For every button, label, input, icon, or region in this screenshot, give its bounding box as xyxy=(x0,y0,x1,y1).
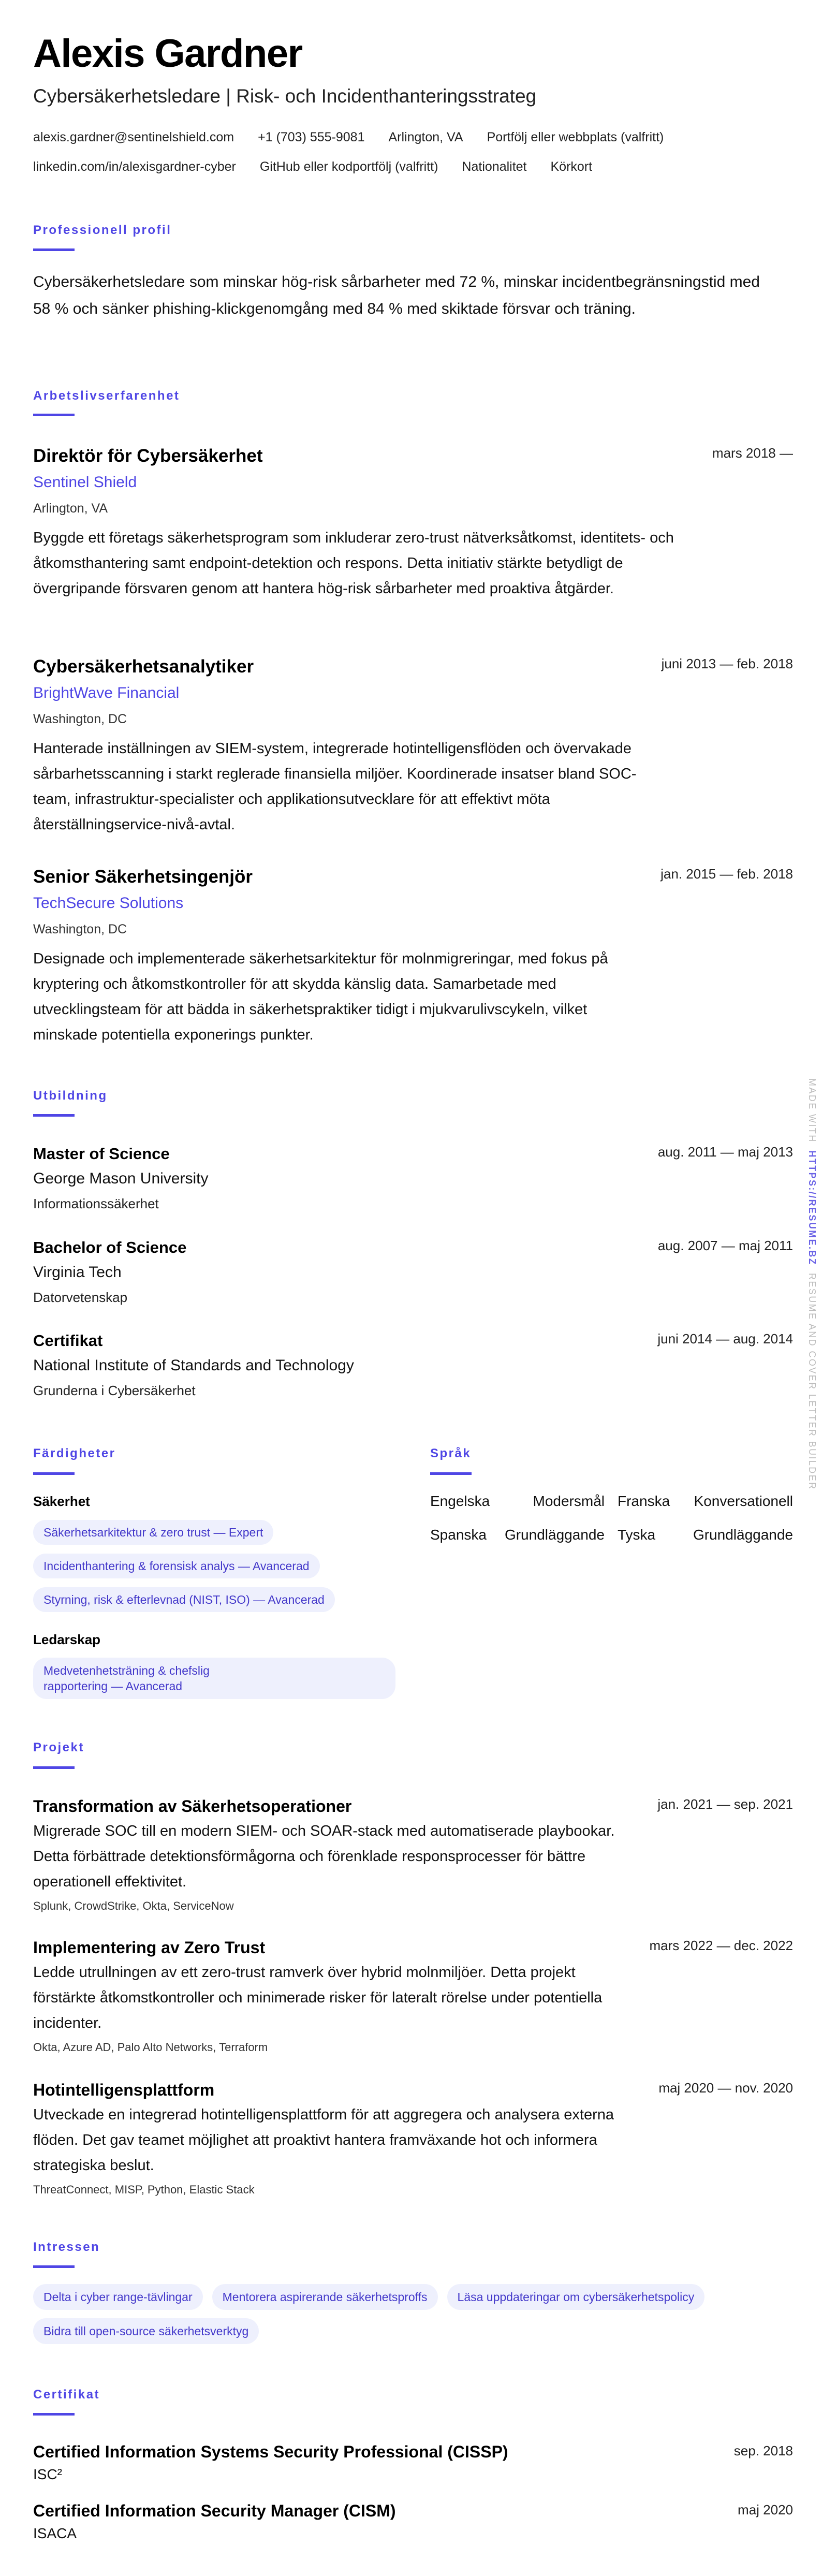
contact-linkedin[interactable]: linkedin.com/in/alexisgardner-cyber xyxy=(33,159,236,174)
skill-chip-list xyxy=(33,1520,335,1612)
project-date: maj 2020 — nov. 2020 xyxy=(658,2080,793,2096)
watermark-link[interactable]: HTTPS://RESUME.BZ xyxy=(807,1150,817,1266)
education-date: juni 2014 — aug. 2014 xyxy=(657,1331,793,1346)
language-name: Franska xyxy=(618,1493,670,1509)
contact-email[interactable]: alexis.gardner@sentinelshield.com xyxy=(33,130,234,144)
job-company: Sentinel Shield xyxy=(33,474,137,491)
job-description: Byggde ett företags säkerhetsprogram som inkluderar zero-trust nätverksåtkomst, identitets- och åtkomsthantering samt endpoint-detektion och respons. Detta initiativ stärkte betydligt de övergripande försvaren genom att hantera hög-risk sårbarheter med proaktiva åtgärder. xyxy=(33,530,674,597)
certification-title: Certified Information Systems Security Professional (CISSP) xyxy=(33,2442,508,2461)
job-description: Hanterade inställningen av SIEM-system, integrerade hotintelligensflöden och övervakade sårbarhetsscanning i starkt reglerade finansiella miljöer. Koordinerade insatser bland SOC-team, infrastruktur-specialister och applikationsutvecklare för att effektivt möta återställningservice-nivå-avtal. xyxy=(33,740,637,833)
skill-chip: Säkerhetsarkitektur & zero trust — Expert xyxy=(33,1520,273,1545)
section-divider xyxy=(33,2265,75,2268)
certification-issuer: ISACA xyxy=(33,2525,77,2541)
interest-chip: Bidra till open-source säkerhetsverktyg xyxy=(33,2318,259,2344)
section-divider xyxy=(33,414,75,416)
section-divider xyxy=(430,1472,472,1475)
project-tech: ThreatConnect, MISP, Python, Elastic Stack xyxy=(33,2183,255,2196)
language-level: Grundläggande xyxy=(693,1527,793,1543)
contact-portfolio[interactable]: Portfölj eller webbplats (valfritt) xyxy=(487,130,664,144)
candidate-headline: Cybersäkerhetsledare | Risk- och Incidenthanteringsstrateg xyxy=(33,85,537,107)
watermark xyxy=(806,1078,817,1490)
watermark-suffix: RESUME AND COVER LETTER BUILDER xyxy=(807,1273,817,1490)
certification-title: Certified Information Security Manager (CISM) xyxy=(33,2501,396,2520)
skill-chip: Styrning, risk & efterlevnad (NIST, ISO) — Avancerad xyxy=(33,1587,335,1612)
certification-item xyxy=(33,2499,793,2545)
language-item xyxy=(618,1526,793,1544)
project-date: mars 2022 — dec. 2022 xyxy=(649,1938,793,1953)
project-date: jan. 2021 — sep. 2021 xyxy=(657,1796,793,1812)
experience-item xyxy=(33,863,793,1048)
education-item xyxy=(33,1141,793,1216)
language-item xyxy=(430,1492,605,1510)
section-heading-skills: Färdigheter xyxy=(33,1446,116,1460)
section-divider xyxy=(33,1472,75,1475)
project-item xyxy=(33,1935,793,2057)
language-item xyxy=(618,1492,793,1510)
language-name: Spanska xyxy=(430,1527,487,1543)
job-title: Direktör för Cybersäkerhet xyxy=(33,446,263,466)
certification-issuer: ISC² xyxy=(33,2466,62,2482)
contact-phone[interactable]: +1 (703) 555-9081 xyxy=(258,130,365,144)
language-level: Konversationell xyxy=(694,1493,793,1509)
job-title: Senior Säkerhetsingenjör xyxy=(33,867,253,887)
section-heading-interests: Intressen xyxy=(33,2240,100,2254)
section-heading-education: Utbildning xyxy=(33,1089,108,1103)
section-heading-certifications: Certifikat xyxy=(33,2388,100,2402)
language-level: Grundläggande xyxy=(504,1527,605,1543)
interest-chip: Delta i cyber range-tävlingar xyxy=(33,2284,203,2310)
experience-item xyxy=(33,653,793,838)
education-degree: Certifikat xyxy=(33,1331,103,1350)
interest-chip: Mentorera aspirerande säkerhetsproffs xyxy=(212,2284,438,2310)
section-divider xyxy=(33,248,75,251)
section-divider xyxy=(33,1114,75,1117)
skill-chip: Incidenthantering & forensisk analys — Avancerad xyxy=(33,1554,320,1578)
section-heading-experience: Arbetslivserfarenhet xyxy=(33,389,180,403)
job-date: jan. 2015 — feb. 2018 xyxy=(660,866,793,882)
language-name: Tyska xyxy=(618,1527,656,1543)
interest-list xyxy=(33,2284,794,2344)
project-tech: Okta, Azure AD, Palo Alto Networks, Terraform xyxy=(33,2041,268,2054)
education-field: Informationssäkerhet xyxy=(33,1196,159,1211)
contact-nationality: Nationalitet xyxy=(462,159,527,174)
job-title: Cybersäkerhetsanalytiker xyxy=(33,656,254,677)
certification-date: maj 2020 xyxy=(738,2502,793,2518)
section-heading-projects: Projekt xyxy=(33,1740,84,1754)
certification-item xyxy=(33,2440,793,2486)
experience-item xyxy=(33,443,793,602)
education-item xyxy=(33,1235,793,1310)
skill-category: Ledarskap xyxy=(33,1632,101,1647)
contact-list xyxy=(33,128,794,176)
candidate-name: Alexis Gardner xyxy=(33,32,302,76)
project-description: Migrerade SOC till en modern SIEM- och SOAR-stack med automatiserade playbookar. Detta förbättrade detektionsförmågorna och förenklade responsprocesser för bättre operationell effektivitet. xyxy=(33,1823,615,1890)
skill-chip: Medvetenhetsträning & chefslig rapportering — Avancerad xyxy=(33,1658,395,1699)
project-item xyxy=(33,1794,793,1915)
education-field: Grunderna i Cybersäkerhet xyxy=(33,1383,196,1398)
job-location: Arlington, VA xyxy=(33,501,108,516)
project-title: Hotintelligensplattform xyxy=(33,2081,215,2099)
job-company: BrightWave Financial xyxy=(33,684,180,701)
section-heading-languages: Språk xyxy=(430,1446,472,1460)
watermark-prefix: MADE WITH xyxy=(807,1078,817,1143)
section-divider xyxy=(33,1766,75,1769)
job-date: mars 2018 — xyxy=(712,445,793,461)
education-field: Datorvetenskap xyxy=(33,1290,128,1305)
job-date: juni 2013 — feb. 2018 xyxy=(661,656,793,671)
contact-github[interactable]: GitHub eller kodportfölj (valfritt) xyxy=(259,159,438,174)
section-heading-profile: Professionell profil xyxy=(33,223,172,237)
education-date: aug. 2007 — maj 2011 xyxy=(657,1238,793,1253)
contact-license: Körkort xyxy=(550,159,593,174)
skill-chip-list xyxy=(33,1658,397,1699)
language-name: Engelska xyxy=(430,1493,490,1509)
profile-summary: Cybersäkerhetsledare som minskar hög-risk sårbarheter med 72 %, minskar incidentbegränsningstid med 58 % och sänker phishing-klickgenomgång med 84 % med skiktade försvar och träning. xyxy=(33,273,760,317)
education-institution: George Mason University xyxy=(33,1170,209,1187)
education-degree: Master of Science xyxy=(33,1145,170,1163)
contact-location: Arlington, VA xyxy=(388,130,463,144)
project-tech: Splunk, CrowdStrike, Okta, ServiceNow xyxy=(33,1899,234,1912)
project-description: Utveckade en integrerad hotintelligensplattform för att aggregera och analysera externa flöden. Det gav teamet möjlighet att proaktivt hantera framväxande hot och informera strategiska beslut. xyxy=(33,2106,614,2174)
job-location: Washington, DC xyxy=(33,712,127,726)
education-institution: National Institute of Standards and Technology xyxy=(33,1357,354,1374)
language-level: Modersmål xyxy=(533,1493,605,1509)
skill-category: Säkerhet xyxy=(33,1494,90,1509)
education-item xyxy=(33,1328,793,1403)
certification-date: sep. 2018 xyxy=(733,2443,793,2458)
language-item xyxy=(430,1526,605,1544)
language-list xyxy=(430,1492,793,1544)
job-company: TechSecure Solutions xyxy=(33,895,184,912)
education-date: aug. 2011 — maj 2013 xyxy=(657,1144,793,1160)
project-title: Implementering av Zero Trust xyxy=(33,1938,266,1957)
project-item xyxy=(33,2077,793,2199)
project-description: Ledde utrullningen av ett zero-trust ramverk över hybrid molnmiljöer. Detta projekt förstärkte åtkomstkontroller och minimerade risker för lateralt rörelse under potentiella incidenter. xyxy=(33,1964,603,2031)
education-degree: Bachelor of Science xyxy=(33,1238,187,1256)
education-institution: Virginia Tech xyxy=(33,1264,122,1281)
interest-chip: Läsa uppdateringar om cybersäkerhetspolicy xyxy=(447,2284,705,2310)
job-location: Washington, DC xyxy=(33,922,127,936)
job-description: Designade och implementerade säkerhetsarkitektur för molnmigreringar, med fokus på kryptering och åtkomstkontroller för att skydda känslig data. Samarbetade med utvecklingsteam för att bädda in säkerhetspraktiker tidigt i mjukvarulivscykeln, vilket minskade potentiella exponerings punkter. xyxy=(33,950,608,1043)
section-divider xyxy=(33,2413,75,2416)
project-title: Transformation av Säkerhetsoperationer xyxy=(33,1797,352,1816)
